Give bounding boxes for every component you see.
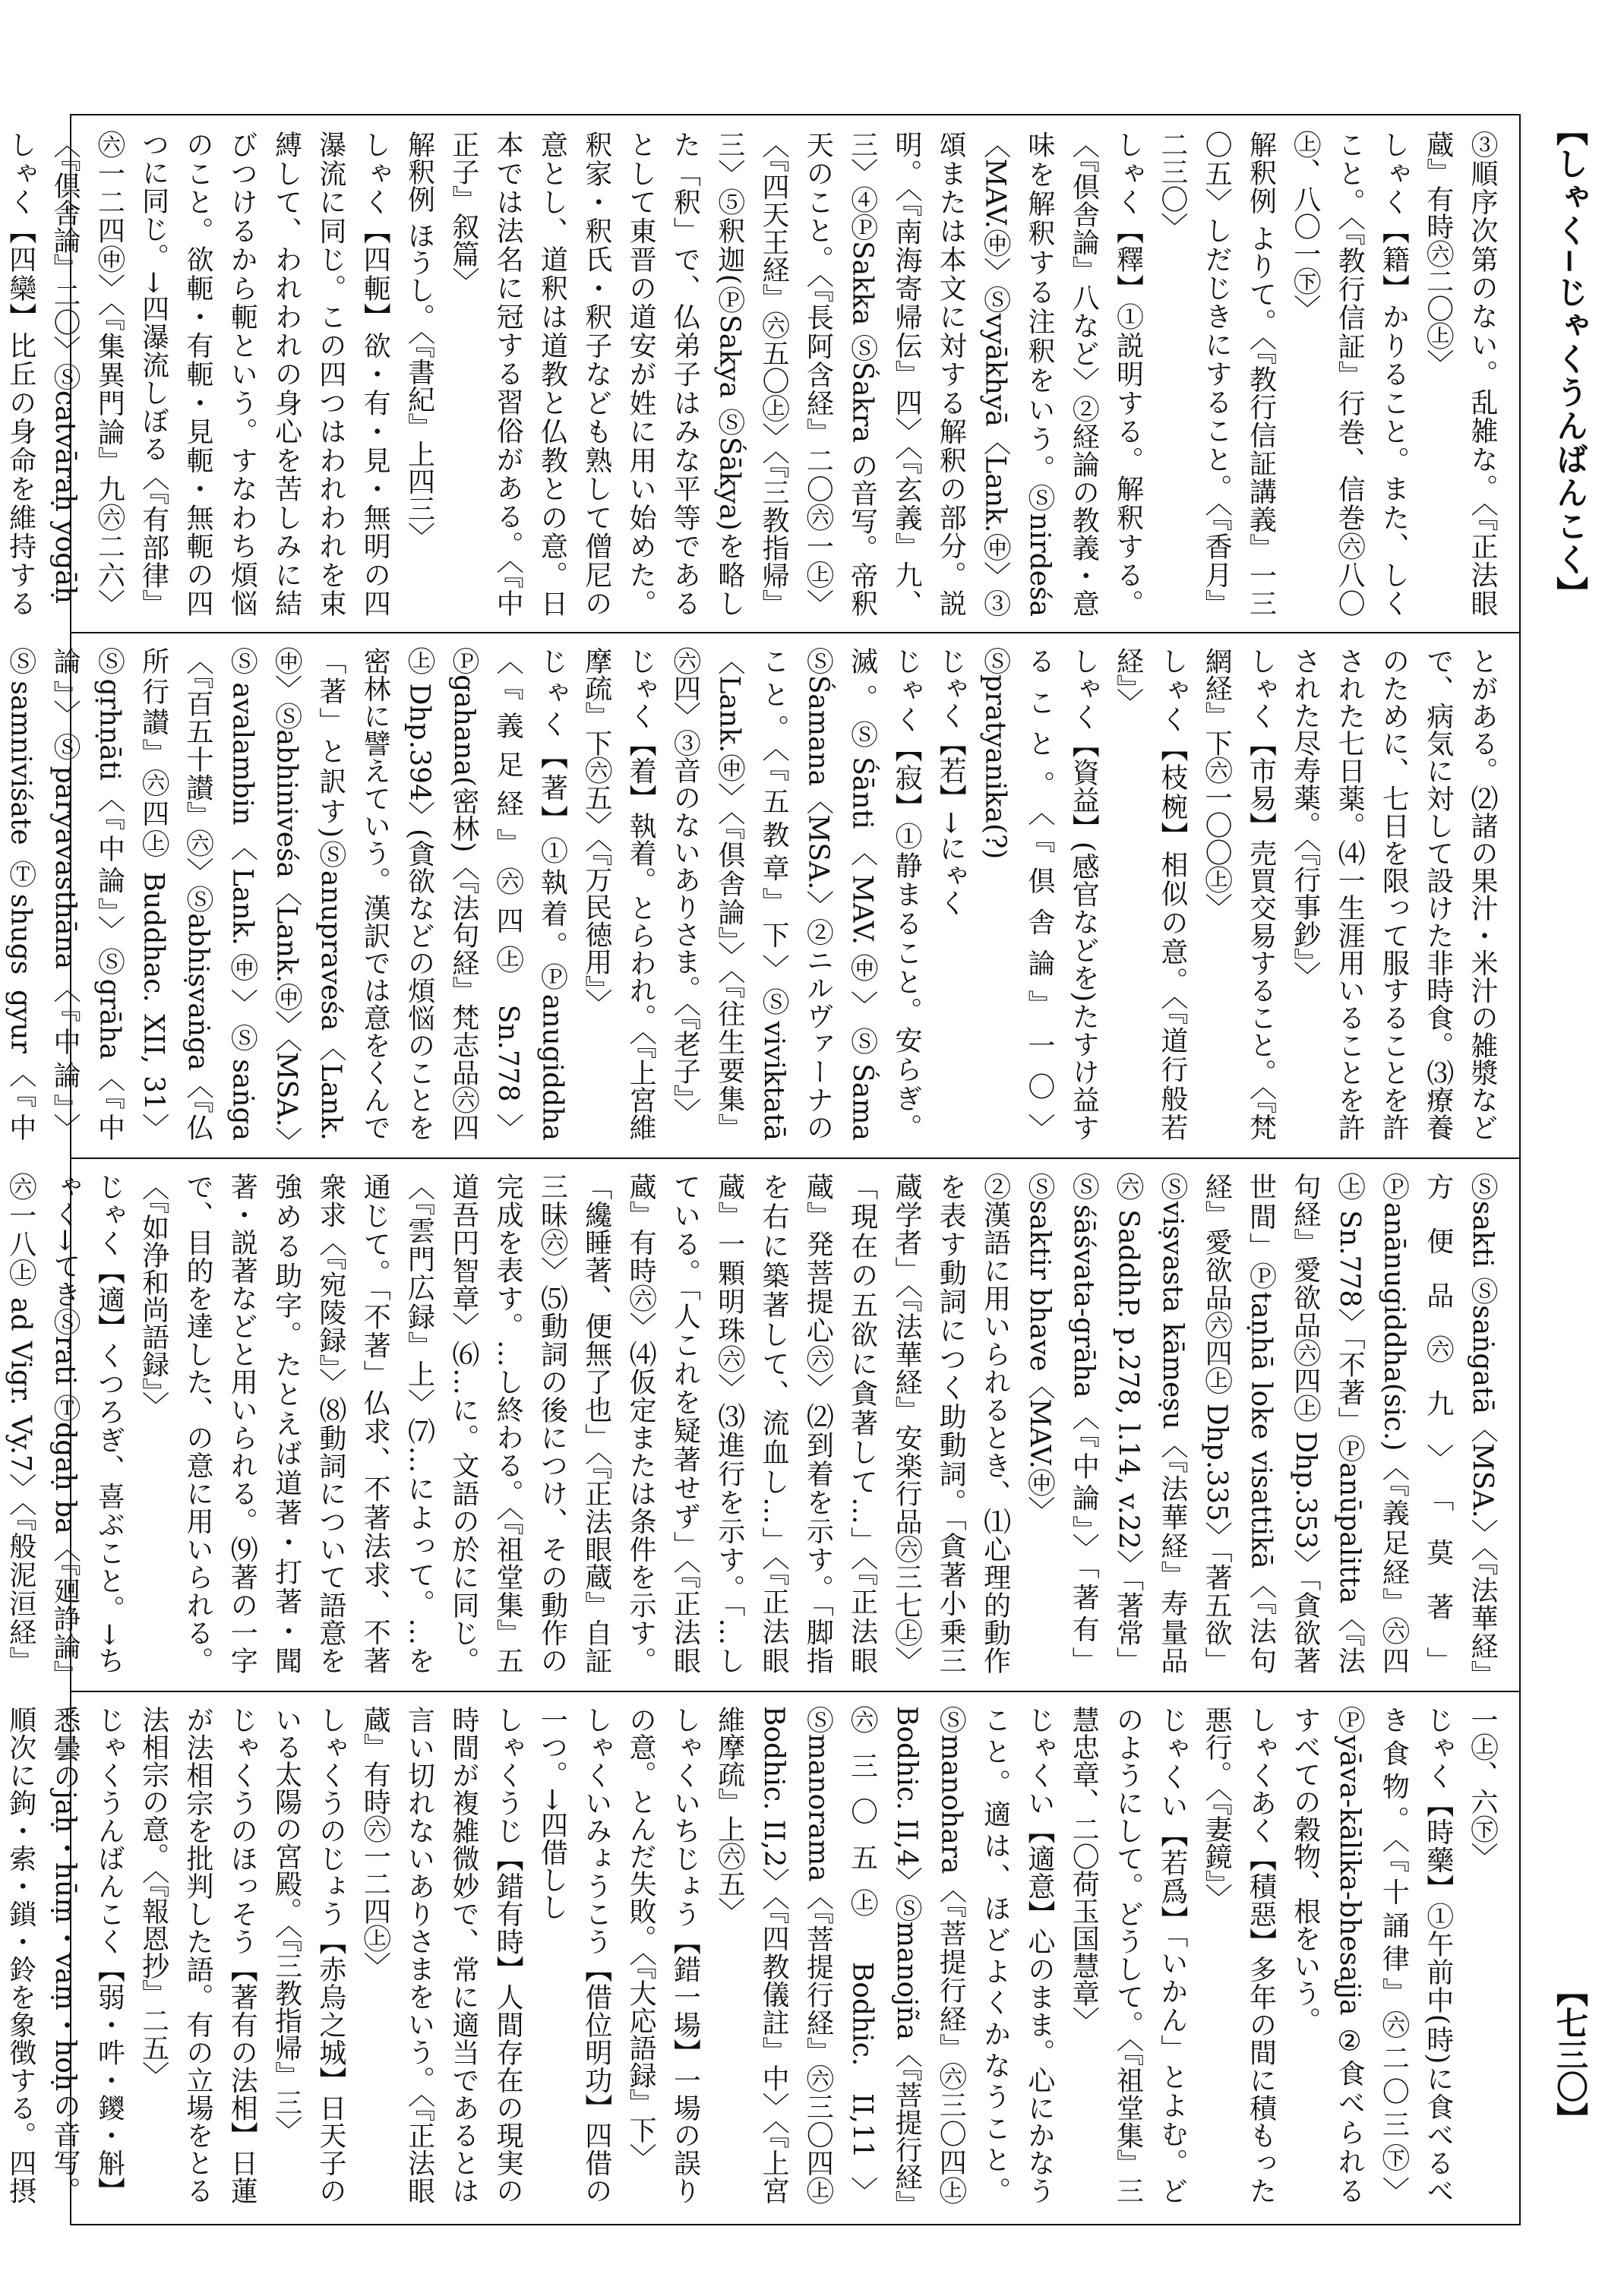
entry-paragraph: じゃく【時藥】①午前中(時)に食べるべき食物。〈『十誦律』㊅二〇三㊦〉Ⓟyāva-kālika-bhesajja ②食べられるすべての穀物、根をいう。 — [1289, 1706, 1454, 2204]
entry-paragraph: じゃく【若】→にゃく — [935, 647, 967, 917]
entry-paragraph: しゃくうのじょう【赤烏之城】日天子のいる太陽の宮殿。〈『三教指帰』三〉 — [270, 1706, 346, 2204]
entry-paragraph: ③順序次第のない。乱雑な。〈『正法眼蔵』有時㊅二〇㊤〉 — [1422, 131, 1498, 617]
entry-paragraph: しゃく【市易】売買交易すること。〈『梵網経』下㊅一〇〇㊤〉 — [1201, 647, 1277, 1141]
entry-paragraph: しゃく【枝椀】相似の意。〈『道行般若経』〉 — [1112, 647, 1188, 1141]
entry-paragraph: じゃくうんばんこく【弱・吽・鑁・斛】悉曇のjaḥ・hūṃ・vaṃ・hoḥの音写。順次に鉤・索・鎖・鈴を象徴する。四摂 — [5, 1706, 125, 2204]
page-number: 【七三〇】 — [1552, 1975, 1589, 2134]
tier-divider — [71, 1158, 1519, 1159]
entry-paragraph: しゃく【釋】①説明する。解釈する。〈『倶舎論』八など〉②経論の教義・意味を解釈する注釈をいう。Ⓢnirdeśa〈MAV.㊥〉Ⓢvyākhyā〈Lank.㊥〉③頌または本文に対する解釈の部分。説明。〈『南海寄帰伝』四〉〈『玄義』九、三〉④ⓅSakka ⓈŚakra の音写。帝釈天のこと。〈『長阿含経』二〇㊅一㊤〉〈『四天王経』㊅五〇㊤〉〈『三教指帰』三〉⑤釈迦(ⓅSakya ⓈŚākya)を略した「釈」で、仏弟子はみな平等であるとして東晋の道安が姓に用い始めた。釈家・釈氏・釈子なども熟して僧尼の意とし、道釈は道教と仏教との意。日本では法名に冠する習俗がある。〈『中正子』叙篇〉 — [447, 131, 1144, 617]
entry-paragraph: 一㊤、六㊦〉 — [1467, 1706, 1498, 1870]
entry-paragraph: じゃくい【適意】心のまま。心にかなうこと。適は、ほどよくかなうこと。Ⓢmanohara〈『菩提行経』㊅三〇四㊤ Bodhic. II,4〉Ⓢmanojña〈『菩提行経』㊅三〇五㊤ Bodhic. II,11〉Ⓢmanorama〈『菩提行経』㊅三〇四㊤ Bodhic. II,2〉〈『四教儀註』中〉〈『上宮維摩疏』上㊅五〉 — [713, 1706, 1055, 2204]
entry-paragraph: しゃくあく【積惡】多年の間に積もった悪行。〈『妻鏡』〉 — [1201, 1706, 1277, 2204]
entry-paragraph: しゃく【籍】かりること。また、しくこと。〈『教行信証』行巻、信巻㊅八〇㊤、八〇一㊦〉 — [1289, 131, 1410, 617]
tier-divider — [71, 1691, 1519, 1692]
entry-paragraph: じゃく【着】執着。とらわれ。〈『上宮維摩疏』下㊅五〉〈『万民徳用』〉 — [580, 647, 657, 1141]
entry-paragraph: しゃく【資益】(感官などを)たすけ益すること。〈『倶舎論』一〇〉Ⓢpratyanika(?) — [979, 647, 1100, 1141]
entry-paragraph: とがある。⑵諸の果汁・米汁の雑漿などで、病気に対して設けた非時食。⑶療養のために、七日を限って服することを許された七日薬。⑷一生涯用いることを許された尽寿薬。〈『行事鈔』〉 — [1289, 647, 1498, 1141]
text-tier-4 — [5, 1706, 1504, 2204]
entry-paragraph: じゃく【適】くつろぎ、喜ぶこと。→ちゃく→てきⓈrati Ⓣdgaḥ ba〈『廻諍論』㊅一八㊤ ad Vigr. Vy.7〉〈『般泥洹経』 — [5, 1173, 125, 1674]
entry-paragraph: しゃく【四欒】比丘の身命を維持する — [5, 131, 36, 617]
page-frame — [5, 114, 1521, 2225]
text-tier-3 — [5, 1173, 1504, 1674]
entry-paragraph: しゃくいちじょう【錯一場】一場の誤りの意。とんだ失敗。〈『大応語録』下〉 — [625, 1706, 701, 2204]
entry-paragraph: ②漢語に用いられるとき、⑴心理的動作を表す動詞につく助動詞。「貪著小乗三蔵学者」〈『法華経』安楽行品㊅三七㊤〉「現在の五欲に貪著して…」〈『正法眼蔵』発菩提心㊅〉⑵到着を示す。「脚指を右に築著して、流血し…」〈『正法眼蔵』一顆明珠㊅〉⑶進行を示す。「…している。「人これを疑著せず」〈『正法眼蔵』有時㊅〉⑷仮定または条件を示す。「纔睡著、便無了也」〈『正法眼蔵』自証三昧㊅〉⑸動詞の後につけ、その動作の完成を表す。…し終わる。〈『祖堂集』五道吾円智章〉⑹…に。文語の於に同じ。〈『雲門広録』上〉⑺…によって。…を通じて。「不著」仏求、不著法求、不著衆求〈『宛陵録』〉⑻動詞について語意を強める助字。たとえば道著・打著・聞著・説著などと用いられる。⑼著の一字で、目的を達した、の意に用いられる。〈『如浄和尚語録』〉 — [137, 1173, 1011, 1674]
entry-paragraph: じゃくい【若爲】「いかん」とよむ。どのようにして。どうして。〈『祖堂集』三慧忠章、二〇荷玉国慧章〉 — [1068, 1706, 1188, 2204]
entry-paragraph: 解釈例 よりて。〈『教行信証講義』一三〇五〉しだじきにすること。〈『香月』二三〇〉 — [1156, 131, 1277, 617]
entry-paragraph: しゃくいみょうこう【借位明功】四借の一つ。→四借しし — [536, 1706, 612, 2204]
entry-paragraph: しゃくうじ【錯有時】人間存在の現実の時間が複雑微妙で、常に適当であるとは言い切れないありさまをいう。〈『正法眼蔵』有時㊅一二四㊤〉 — [359, 1706, 524, 2204]
text-tier-1 — [5, 131, 1504, 617]
text-tier-2 — [5, 647, 1504, 1141]
entry-paragraph: しゃく【四軛】欲・有・見・無明の四瀑流に同じ。この四つはわれわれを束縛して、われわれの身心を苦しみに結びつけるから軛という。すなわち煩悩のこと。欲軛・有軛・見軛・無軛の四つに同じ。→四瀑流しぼる〈『有部律』㊅一二四㊥〉〈『集異門論』九㊅二六〉〈『倶舎論』二〇〉Ⓢcatvāraḥ yogāḥ — [49, 131, 391, 617]
tier-divider — [71, 632, 1519, 633]
entry-paragraph: じゃくうのほっそう【著有の法相】日蓮が法相宗を批判した語。有の立場をとる法相宗の意。〈『報恩抄』二五〉 — [137, 1706, 258, 2204]
entry-paragraph: Ⓢsakti Ⓢsaṅgatā〈MSA.〉〈『法華経』方便品㊅九〉「莫著」Ⓟanānugiddha(sic.)〈『義足経』㊅四㊤ Sn.778〉「不著」Ⓟanūpalitta〈『法句経』愛欲品㊅四㊤ Dhp.353〉「貪欲著世間」Ⓟtaṇhā loke visattikā〈『法句経』愛欲品㊅四㊤ Dhp.335〉「著五欲」Ⓢviṣvasta kāmeṣu〈『法華経』寿量品㊅ SaddhP. p.278, l.14, v.22〉「著常」Ⓢśāśvata-grāha〈『中論』〉「著有」Ⓢsaktir bhave〈MAV.㊥〉 — [1023, 1173, 1498, 1674]
entry-paragraph: 解釈例 ほうし。〈『書紀』上四三〉 — [403, 131, 435, 550]
entry-paragraph: じゃく【著】①執着。Ⓟanugiddha〈『義足経』㊅四㊤ Sn.778〉Ⓟgahana(密林)〈『法句経』梵志品㊅四㊤ Dhp.394〉(貪欲などの煩悩のことを密林に譬えていう。漢訳では意をくんで「著」と訳す)Ⓢanupraveśa〈Lank.㊥〉Ⓢabhiniveśa〈Lank.㊥〉〈MSA.〉Ⓢavalambin〈Lank.㊥〉Ⓢsaṅga〈『百五十讃』㊅〉Ⓢabhiṣvaṅga〈『仏所行讃』㊅四㊤ Buddhac. XII, 31〉Ⓢgṛhṇāti〈『中論』〉Ⓢgrāha〈『中論』〉Ⓢparyavasthāna〈『中論』〉Ⓢsamniviśate Ⓣshugs gyur〈『中 — [5, 647, 568, 1141]
page-header-title: 【しゃく−じゃくうんばんこく】 — [1552, 114, 1589, 611]
entry-paragraph: じゃく【寂】①静まること。安らぎ。滅。ⓈŚānti〈MAV.㊥〉ⓈŚama ⓈŚamana〈MSA.〉②ニルヴァーナのこと。〈『五教章』下〉Ⓢviviktatā〈Lank.㊥〉〈『倶舎論』〉〈『往生要集』㊅四〉③音のないありさま。〈『老子』〉 — [669, 647, 922, 1141]
